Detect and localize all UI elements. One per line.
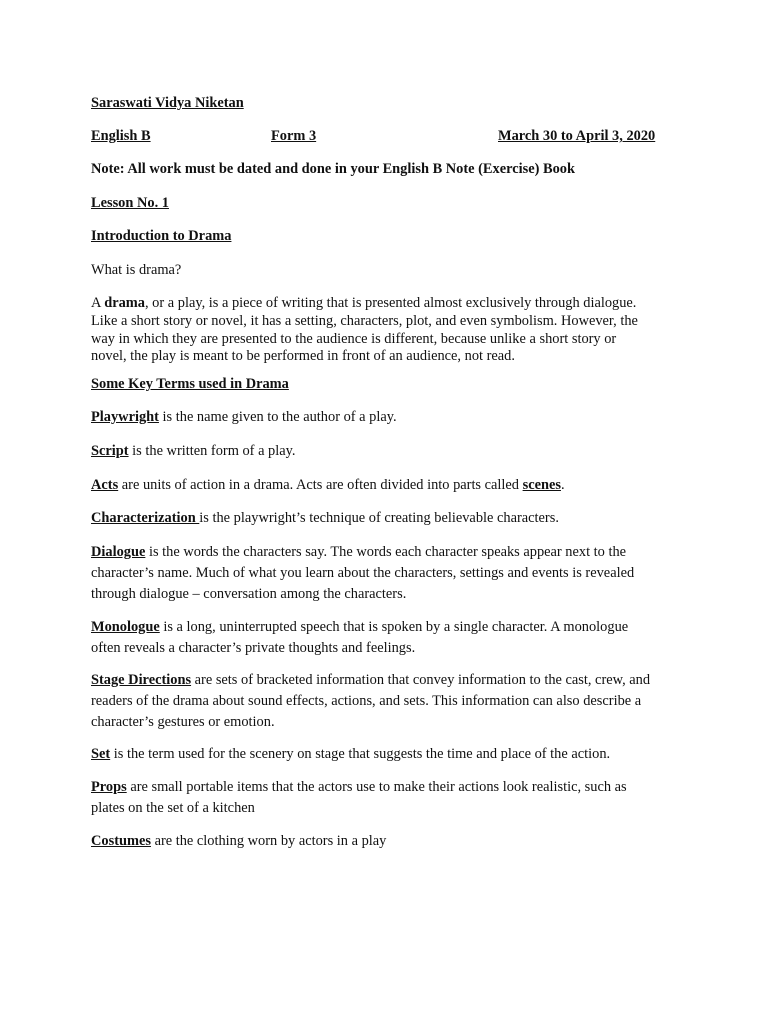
term-definition: are the clothing worn by actors in a play bbox=[150, 833, 387, 849]
term-stage-directions bbox=[91, 670, 691, 733]
lesson-number: Lesson No. 1 bbox=[91, 195, 169, 211]
topic-heading: Introduction to Drama bbox=[91, 228, 232, 244]
intro-line: way in which they are presented to the audience is different, because unlike a short story or bbox=[91, 330, 617, 347]
term-script bbox=[91, 443, 296, 460]
intro-term: drama bbox=[104, 295, 145, 311]
term-set bbox=[91, 746, 610, 763]
term-label: Costumes bbox=[91, 833, 151, 849]
term-definition: are units of action in a drama. Acts are often divided into parts called bbox=[118, 477, 523, 493]
term-label: Dialogue bbox=[91, 544, 146, 560]
term-definition: often reveals a character’s private thoughts and feelings. bbox=[91, 640, 416, 656]
term-definition: are small portable items that the actors use to make their actions look realistic, such as bbox=[126, 779, 627, 795]
term-acts bbox=[91, 477, 565, 494]
term-dialogue bbox=[91, 542, 691, 605]
term-props bbox=[91, 777, 691, 819]
term-label: Script bbox=[91, 443, 129, 459]
intro-line: Like a short story or novel, it has a setting, characters, plot, and even symbolism. However, the bbox=[91, 312, 638, 329]
intro-text: A bbox=[91, 295, 105, 311]
term-label: Props bbox=[91, 779, 127, 795]
term-definition: is a long, uninterrupted speech that is spoken by a single character. A monologue bbox=[159, 619, 629, 635]
term-label: Characterization bbox=[91, 510, 200, 526]
term-definition: through dialogue – conversation among the characters. bbox=[91, 586, 407, 602]
intro-text: , or a play, is a piece of writing that is presented almost exclusively through dialogue. bbox=[144, 295, 637, 311]
school-name: Saraswati Vidya Niketan bbox=[91, 95, 244, 111]
term-definition: is the term used for the scenery on stage that suggests the time and place of the action. bbox=[110, 746, 611, 762]
term-label: Playwright bbox=[91, 409, 159, 425]
term-definition: character’s gestures or emotion. bbox=[91, 714, 275, 730]
term-definition: is the name given to the author of a play. bbox=[158, 409, 397, 425]
term-definition: plates on the set of a kitchen bbox=[91, 800, 255, 816]
term-label: Set bbox=[91, 746, 111, 762]
intro-paragraph bbox=[91, 295, 691, 366]
header-row bbox=[91, 128, 671, 148]
subject: English B bbox=[91, 128, 151, 144]
term-characterization bbox=[91, 510, 559, 527]
term-costumes bbox=[91, 833, 386, 850]
term-definition: is the playwright’s technique of creating believable characters. bbox=[199, 510, 559, 526]
term-monologue bbox=[91, 617, 691, 659]
dates: March 30 to April 3, 2020 bbox=[498, 128, 656, 144]
term-label: Monologue bbox=[91, 619, 160, 635]
term-label: scenes bbox=[522, 477, 561, 493]
note: Note: All work must be dated and done in your English B Note (Exercise) Book bbox=[91, 161, 575, 177]
term-label: Acts bbox=[91, 477, 119, 493]
intro-line: novel, the play is meant to be performed in front of an audience, not read. bbox=[91, 348, 515, 365]
form: Form 3 bbox=[271, 128, 317, 144]
term-definition: is the words the characters say. The words each character speaks appear next to the bbox=[145, 544, 627, 560]
term-definition: is the written form of a play. bbox=[128, 443, 296, 459]
term-label: Stage Directions bbox=[91, 672, 192, 688]
term-playwright bbox=[91, 409, 397, 426]
term-definition: . bbox=[560, 477, 565, 493]
term-definition: are sets of bracketed information that convey information to the cast, crew, and bbox=[191, 672, 651, 688]
key-terms-heading: Some Key Terms used in Drama bbox=[91, 376, 289, 392]
term-definition: readers of the drama about sound effects, actions, and sets. This information can also describe a bbox=[91, 693, 642, 709]
question: What is drama? bbox=[91, 262, 182, 278]
term-definition: character’s name. Much of what you learn about the characters, settings and events is revealed bbox=[91, 565, 635, 581]
